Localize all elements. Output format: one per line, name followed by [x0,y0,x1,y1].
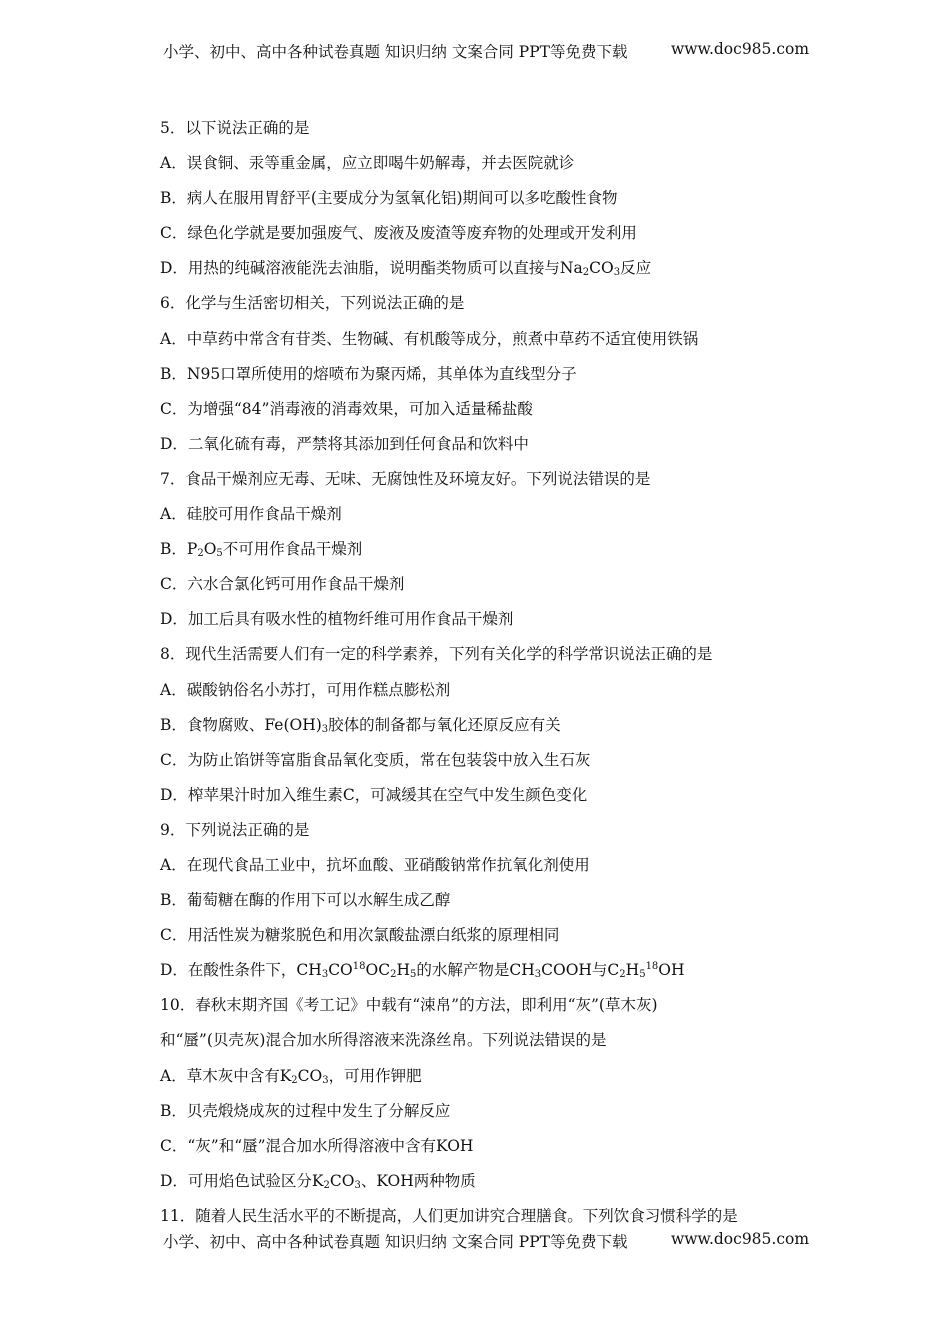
question-6-option-a: A．中草药中常含有苷类、生物碱、有机酸等成分，煎煮中草药不适宜使用铁锅 [160,329,699,348]
question-7-option-b: B．$P_2O_5$不可用作食品干燥剂 [160,540,363,560]
question-6-option-b: B．N95口罩所使用的熔喷布为聚丙烯，其单体为直线型分子 [160,364,577,383]
question-9-stem: 9．下列说法正确的是 [160,820,310,839]
question-10-option-d: D．可用焰色试验区分$K_2CO_3$、KOH两种物质 [160,1171,476,1191]
question-6-stem: 6．化学与生活密切相关，下列说法正确的是 [160,294,465,313]
question-6-option-c: C．为增强“84”消毒液的消毒效果，可加入适量稀盐酸 [160,399,533,418]
header-text: 小学、初中、高中各种试卷真题 知识归纳 文案合同 PPT等免费下载 [163,43,628,61]
question-6-option-d: D．二氧化硫有毒，严禁将其添加到任何食品和饮料中 [160,434,529,453]
question-5-option-b: B．病人在服用胃舒平(主要成分为氢氧化铝)期间可以多吃酸性食物 [160,189,618,208]
question-9-option-a: A．在现代食品工业中，抗坏血酸、亚硝酸钠常作抗氧化剂使用 [160,855,590,874]
question-list [160,116,800,1239]
question-11-stem: 11．随着人民生活水平的不断提高，人们更加讲究合理膳食。下列饮食习惯科学的是 [160,1206,738,1225]
question-7-stem: 7．食品干燥剂应无毒、无味、无腐蚀性及环境友好。下列说法错误的是 [160,469,651,488]
question-5-option-c: C．绿色化学就是要加强废气、废液及废渣等废弃物的处理或开发利用 [160,224,637,243]
page-header [163,40,810,62]
question-10-option-b: B．贝壳煅烧成灰的过程中发生了分解反应 [160,1101,451,1120]
question-10-option-c: C．“灰”和“蜃”混合加水所得溶液中含有KOH [160,1136,474,1155]
page-footer [163,1230,810,1252]
question-9-option-d: D．在酸性条件下，$CH_3CO^{18}OC_2H_5$的水解产物是$CH_3COOH$与$C_2H_5^{18}OH$ [160,961,685,981]
question-7-option-c: C．六水合氯化钙可用作食品干燥剂 [160,575,405,594]
question-7-option-d: D．加工后具有吸水性的植物纤维可用作食品干燥剂 [160,610,514,629]
question-10-option-a: A．草木灰中含有$K_2CO_3$，可用作钾肥 [160,1066,422,1086]
question-10-stem-line-1: 10．春秋末期齐国《考工记》中载有“涑帛”的方法，即利用“灰”(草木灰) [160,996,658,1015]
question-5-stem: 5．以下说法正确的是 [160,119,310,137]
question-5-option-a: A．误食铜、汞等重金属，应立即喝牛奶解毒，并去医院就诊 [160,154,575,173]
question-9-option-c: C．用活性炭为糖浆脱色和用次氯酸盐漂白纸浆的原理相同 [160,926,560,945]
header-site-link[interactable]: www.doc985.com [671,40,810,58]
question-5-option-d: D．用热的纯碱溶液能洗去油脂，说明酯类物质可以直接与$Na_2CO_3$反应 [160,259,652,279]
question-7-option-a: A．硅胶可用作食品干燥剂 [160,505,342,524]
footer-site-link[interactable]: www.doc985.com [671,1230,810,1248]
question-8-option-b: B．食物腐败、$Fe(OH)_3$胶体的制备都与氧化还原反应有关 [160,715,561,735]
question-10-stem-line-2: 和“蜃”(贝壳灰)混合加水所得溶液来洗涤丝帛。下列说法错误的是 [160,1031,607,1050]
question-9-option-b: B．葡萄糖在酶的作用下可以水解生成乙醇 [160,891,451,910]
question-8-option-c: C．为防止馅饼等富脂食品氧化变质，常在包装袋中放入生石灰 [160,750,591,769]
footer-text: 小学、初中、高中各种试卷真题 知识归纳 文案合同 PPT等免费下载 [163,1233,628,1251]
question-8-stem: 8．现代生活需要人们有一定的科学素养，下列有关化学的科学常识说法正确的是 [160,645,713,664]
question-8-option-a: A．碳酸钠俗名小苏打，可用作糕点膨松剂 [160,680,451,699]
question-8-option-d: D．榨苹果汁时加入维生素C，可减缓其在空气中发生颜色变化 [160,785,588,804]
